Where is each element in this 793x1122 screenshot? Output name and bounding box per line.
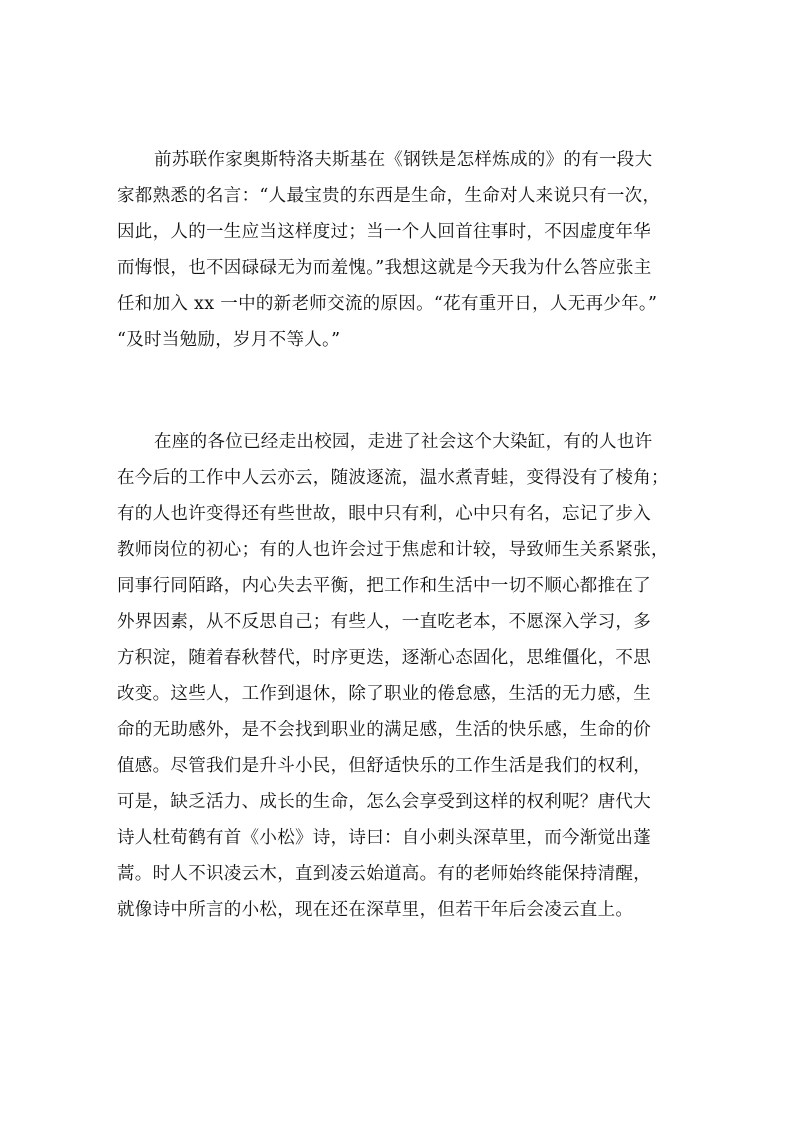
- text-line: “及时当勉励，岁月不等人。”: [117, 330, 341, 350]
- text-line: 蒿。时人不识凌云木，直到凌云始道高。有的老师始终能保持清醒，: [117, 864, 651, 884]
- text-line: 任和加入 xx 一中的新老师交流的原因。“花有重开日，人无再少年。”: [117, 294, 658, 314]
- paragraph-quote: [117, 142, 677, 358]
- text-line: 在今后的工作中人云亦云，随波逐流，温水煮青蛙，变得没有了棱角；: [117, 468, 669, 488]
- text-line: 教师岗位的初心；有的人也许会过于焦虑和计较，导致师生关系紧张，: [117, 540, 669, 560]
- text-line: 可是，缺乏活力、成长的生命，怎么会享受到这样的权利呢？唐代大: [117, 792, 651, 812]
- text-line: 外界因素，从不反思自己；有些人，一直吃老本，不愿深入学习，多: [117, 612, 651, 632]
- text-line: 值感。尽管我们是升斗小民，但舒适快乐的工作生活是我们的权利，: [117, 756, 651, 776]
- text-line: 前苏联作家奥斯特洛夫斯基在《钢铁是怎样炼成的》的有一段大: [154, 150, 653, 170]
- text-line: 命的无助感外，是不会找到职业的满足感，生活的快乐感，生命的价: [117, 720, 651, 740]
- text-line: 同事行同陌路，内心失去平衡，把工作和生活中一切不顺心都推在了: [117, 576, 651, 596]
- text-line: 就像诗中所言的小松，现在还在深草里，但若干年后会凌云直上。: [117, 900, 634, 920]
- text-line: 改变。这些人，工作到退休，除了职业的倦怠感，生活的无力感，生: [117, 684, 651, 704]
- text-line: 有的人也许变得还有些世故，眼中只有利，心中只有名，忘记了步入: [117, 504, 651, 524]
- text-line: 因此，人的一生应当这样度过；当一个人回首往事时，不因虚度年华: [117, 222, 651, 242]
- text-line: 家都熟悉的名言：“人最宝贵的东西是生命，生命对人来说只有一次，: [117, 186, 661, 206]
- text-line: 诗人杜荀鹤有首《小松》诗，诗曰：自小刺头深草里，而今渐觉出蓬: [117, 828, 651, 848]
- text-line: 在座的各位已经走出校园，走进了社会这个大染缸，有的人也许: [154, 432, 653, 452]
- text-line: 方积淀，随着春秋替代，时序更迭，逐渐心态固化，思维僵化，不思: [117, 648, 651, 668]
- text-line: 而悔恨，也不因碌碌无为而羞愧。”我想这就是今天我为什么答应张主: [117, 258, 652, 278]
- paragraph-reflection: [117, 424, 677, 928]
